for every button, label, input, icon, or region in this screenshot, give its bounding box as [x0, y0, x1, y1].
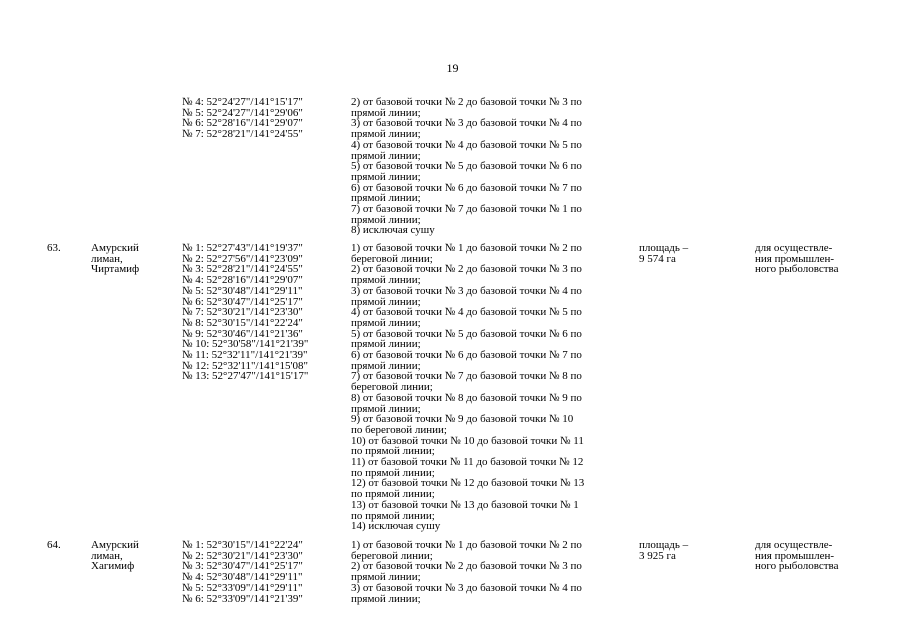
description-line: береговой линии;	[351, 381, 433, 394]
coordinate-line: № 5: 52°24'27"/141°29'06"	[182, 106, 303, 119]
description-line: 6) от базовой точки № 6 до базовой точки № 7 по	[351, 349, 582, 362]
description-line: прямой линии;	[351, 213, 421, 226]
description-line: 4) от базовой точки № 4 до базовой точки № 5 по	[351, 306, 582, 319]
area-line: площадь –	[639, 539, 689, 551]
description-line: 7) от базовой точки № 7 до базовой точки № 1 по	[351, 203, 582, 216]
description-line: прямой линии;	[351, 128, 421, 141]
description-line: береговой линии;	[351, 549, 433, 562]
description-line: 5) от базовой точки № 5 до базовой точки № 6 по	[351, 160, 582, 173]
description-line: прямой линии;	[351, 571, 421, 584]
description-line: по прямой линии;	[351, 466, 435, 479]
description-line: прямой линии;	[351, 192, 421, 205]
area-size	[639, 243, 739, 264]
coordinate-line: № 4: 52°24'27"/141°15'17"	[182, 96, 303, 108]
description-line: 14) исключая сушу	[351, 520, 441, 533]
area-name-line: лиман,	[91, 549, 123, 562]
description-line: 8) от базовой точки № 8 до базовой точки № 9 по	[351, 391, 582, 404]
coordinate-line: № 12: 52°32'11"/141°15'08"	[182, 359, 308, 372]
coordinates-list	[182, 243, 350, 382]
purpose-line: для осуществле-	[755, 242, 833, 254]
description-line: береговой линии;	[351, 252, 433, 265]
description-line: 7) от базовой точки № 7 до базовой точки № 8 по	[351, 370, 582, 383]
area-name-line: Хагимиф	[91, 560, 135, 573]
description-line: прямой линии;	[351, 359, 421, 372]
area-name	[91, 540, 171, 572]
description-line: 2) от базовой точки № 2 до базовой точки № 3 по	[351, 263, 582, 276]
row-number-text: 63.	[47, 242, 61, 254]
description-line: прямой линии;	[351, 592, 421, 605]
description-line: прямой линии;	[351, 106, 421, 119]
purpose-line: для осуществле-	[755, 539, 833, 551]
coordinate-line: № 6: 52°30'47"/141°25'17"	[182, 295, 303, 308]
coordinate-line: № 9: 52°30'46"/141°21'36"	[182, 327, 303, 340]
area-size	[639, 540, 739, 561]
description-line: 2) от базовой точки № 2 до базовой точки № 3 по	[351, 560, 582, 573]
description-line: по береговой линии;	[351, 423, 447, 436]
purpose	[755, 540, 875, 572]
boundary-description	[351, 97, 636, 236]
description-line: 10) от базовой точки № 10 до базовой точки № 11	[351, 434, 584, 447]
description-line: 1) от базовой точки № 1 до базовой точки № 2 по	[351, 539, 582, 551]
description-line: прямой линии;	[351, 295, 421, 308]
area-line: 9 574 га	[639, 252, 676, 265]
description-line: 1) от базовой точки № 1 до базовой точки № 2 по	[351, 242, 582, 254]
area-line: 3 925 га	[639, 549, 676, 562]
description-line: прямой линии;	[351, 149, 421, 162]
description-line: 9) от базовой точки № 9 до базовой точки № 10	[351, 413, 574, 426]
coordinate-line: № 4: 52°30'48"/141°29'11"	[182, 571, 303, 584]
purpose-line: ного рыболовства	[755, 560, 839, 573]
page-number: 19	[446, 61, 459, 75]
row-number	[47, 243, 61, 254]
coordinate-line: № 7: 52°28'21"/141°24'55"	[182, 128, 303, 141]
area-name	[91, 243, 171, 275]
coordinate-line: № 5: 52°33'09"/141°29'11"	[182, 581, 303, 594]
coordinate-line: № 3: 52°28'21"/141°24'55"	[182, 263, 303, 276]
description-line: по прямой линии;	[351, 509, 435, 522]
boundary-description	[351, 243, 636, 532]
description-line: 12) от базовой точки № 12 до базовой точки № 13	[351, 477, 585, 490]
description-line: 3) от базовой точки № 3 до базовой точки № 4 по	[351, 284, 582, 297]
description-line: прямой линии;	[351, 402, 421, 415]
description-line: прямой линии;	[351, 316, 421, 329]
area-name-line: Чиртамиф	[91, 263, 140, 276]
coordinates-list	[182, 97, 350, 140]
area-name-line: Амурский	[91, 539, 139, 551]
coordinate-line: № 8: 52°30'15"/141°22'24"	[182, 316, 303, 329]
coordinate-line: № 1: 52°27'43"/141°19'37"	[182, 242, 303, 254]
coordinate-line: № 11: 52°32'11"/141°21'39"	[182, 349, 308, 362]
coordinate-line: № 1: 52°30'15"/141°22'24"	[182, 539, 303, 551]
coordinate-line: № 5: 52°30'48"/141°29'11"	[182, 284, 303, 297]
description-line: 8) исключая сушу	[351, 224, 435, 237]
area-name-line: Амурский	[91, 242, 139, 254]
description-line: 2) от базовой точки № 2 до базовой точки № 3 по	[351, 96, 582, 108]
purpose-line: ния промышлен-	[755, 549, 835, 562]
description-line: прямой линии;	[351, 170, 421, 183]
description-line: 13) от базовой точки № 13 до базовой точки № 1	[351, 498, 579, 511]
coordinate-line: № 7: 52°30'21"/141°23'30"	[182, 306, 303, 319]
coordinate-line: № 3: 52°30'47"/141°25'17"	[182, 560, 303, 573]
purpose-line: ния промышлен-	[755, 252, 835, 265]
coordinates-list	[182, 540, 350, 604]
description-line: 3) от базовой точки № 3 до базовой точки № 4 по	[351, 117, 582, 130]
coordinate-line: № 6: 52°33'09"/141°21'39"	[182, 592, 303, 605]
coordinate-line: № 13: 52°27'47"/141°15'17"	[182, 370, 309, 383]
description-line: 6) от базовой точки № 6 до базовой точки № 7 по	[351, 181, 582, 194]
area-line: площадь –	[639, 242, 689, 254]
boundary-description	[351, 540, 636, 604]
description-line: прямой линии;	[351, 338, 421, 351]
description-line: 11) от базовой точки № 11 до базовой точки № 12	[351, 456, 584, 469]
area-name-line: лиман,	[91, 252, 123, 265]
purpose	[755, 243, 875, 275]
row-number	[47, 540, 61, 551]
description-line: 5) от базовой точки № 5 до базовой точки № 6 по	[351, 327, 582, 340]
coordinate-line: № 6: 52°28'16"/141°29'07"	[182, 117, 303, 130]
description-line: 3) от базовой точки № 3 до базовой точки № 4 по	[351, 581, 582, 594]
description-line: по прямой линии;	[351, 488, 435, 501]
coordinate-line: № 2: 52°27'56"/141°23'09"	[182, 252, 303, 265]
coordinate-line: № 10: 52°30'58"/141°21'39"	[182, 338, 309, 351]
coordinate-line: № 2: 52°30'21"/141°23'30"	[182, 549, 303, 562]
description-line: прямой линии;	[351, 274, 421, 287]
description-line: 4) от базовой точки № 4 до базовой точки № 5 по	[351, 138, 582, 151]
description-line: по прямой линии;	[351, 445, 435, 458]
row-number-text: 64.	[47, 539, 61, 551]
coordinate-line: № 4: 52°28'16"/141°29'07"	[182, 274, 303, 287]
purpose-line: ного рыболовства	[755, 263, 839, 276]
